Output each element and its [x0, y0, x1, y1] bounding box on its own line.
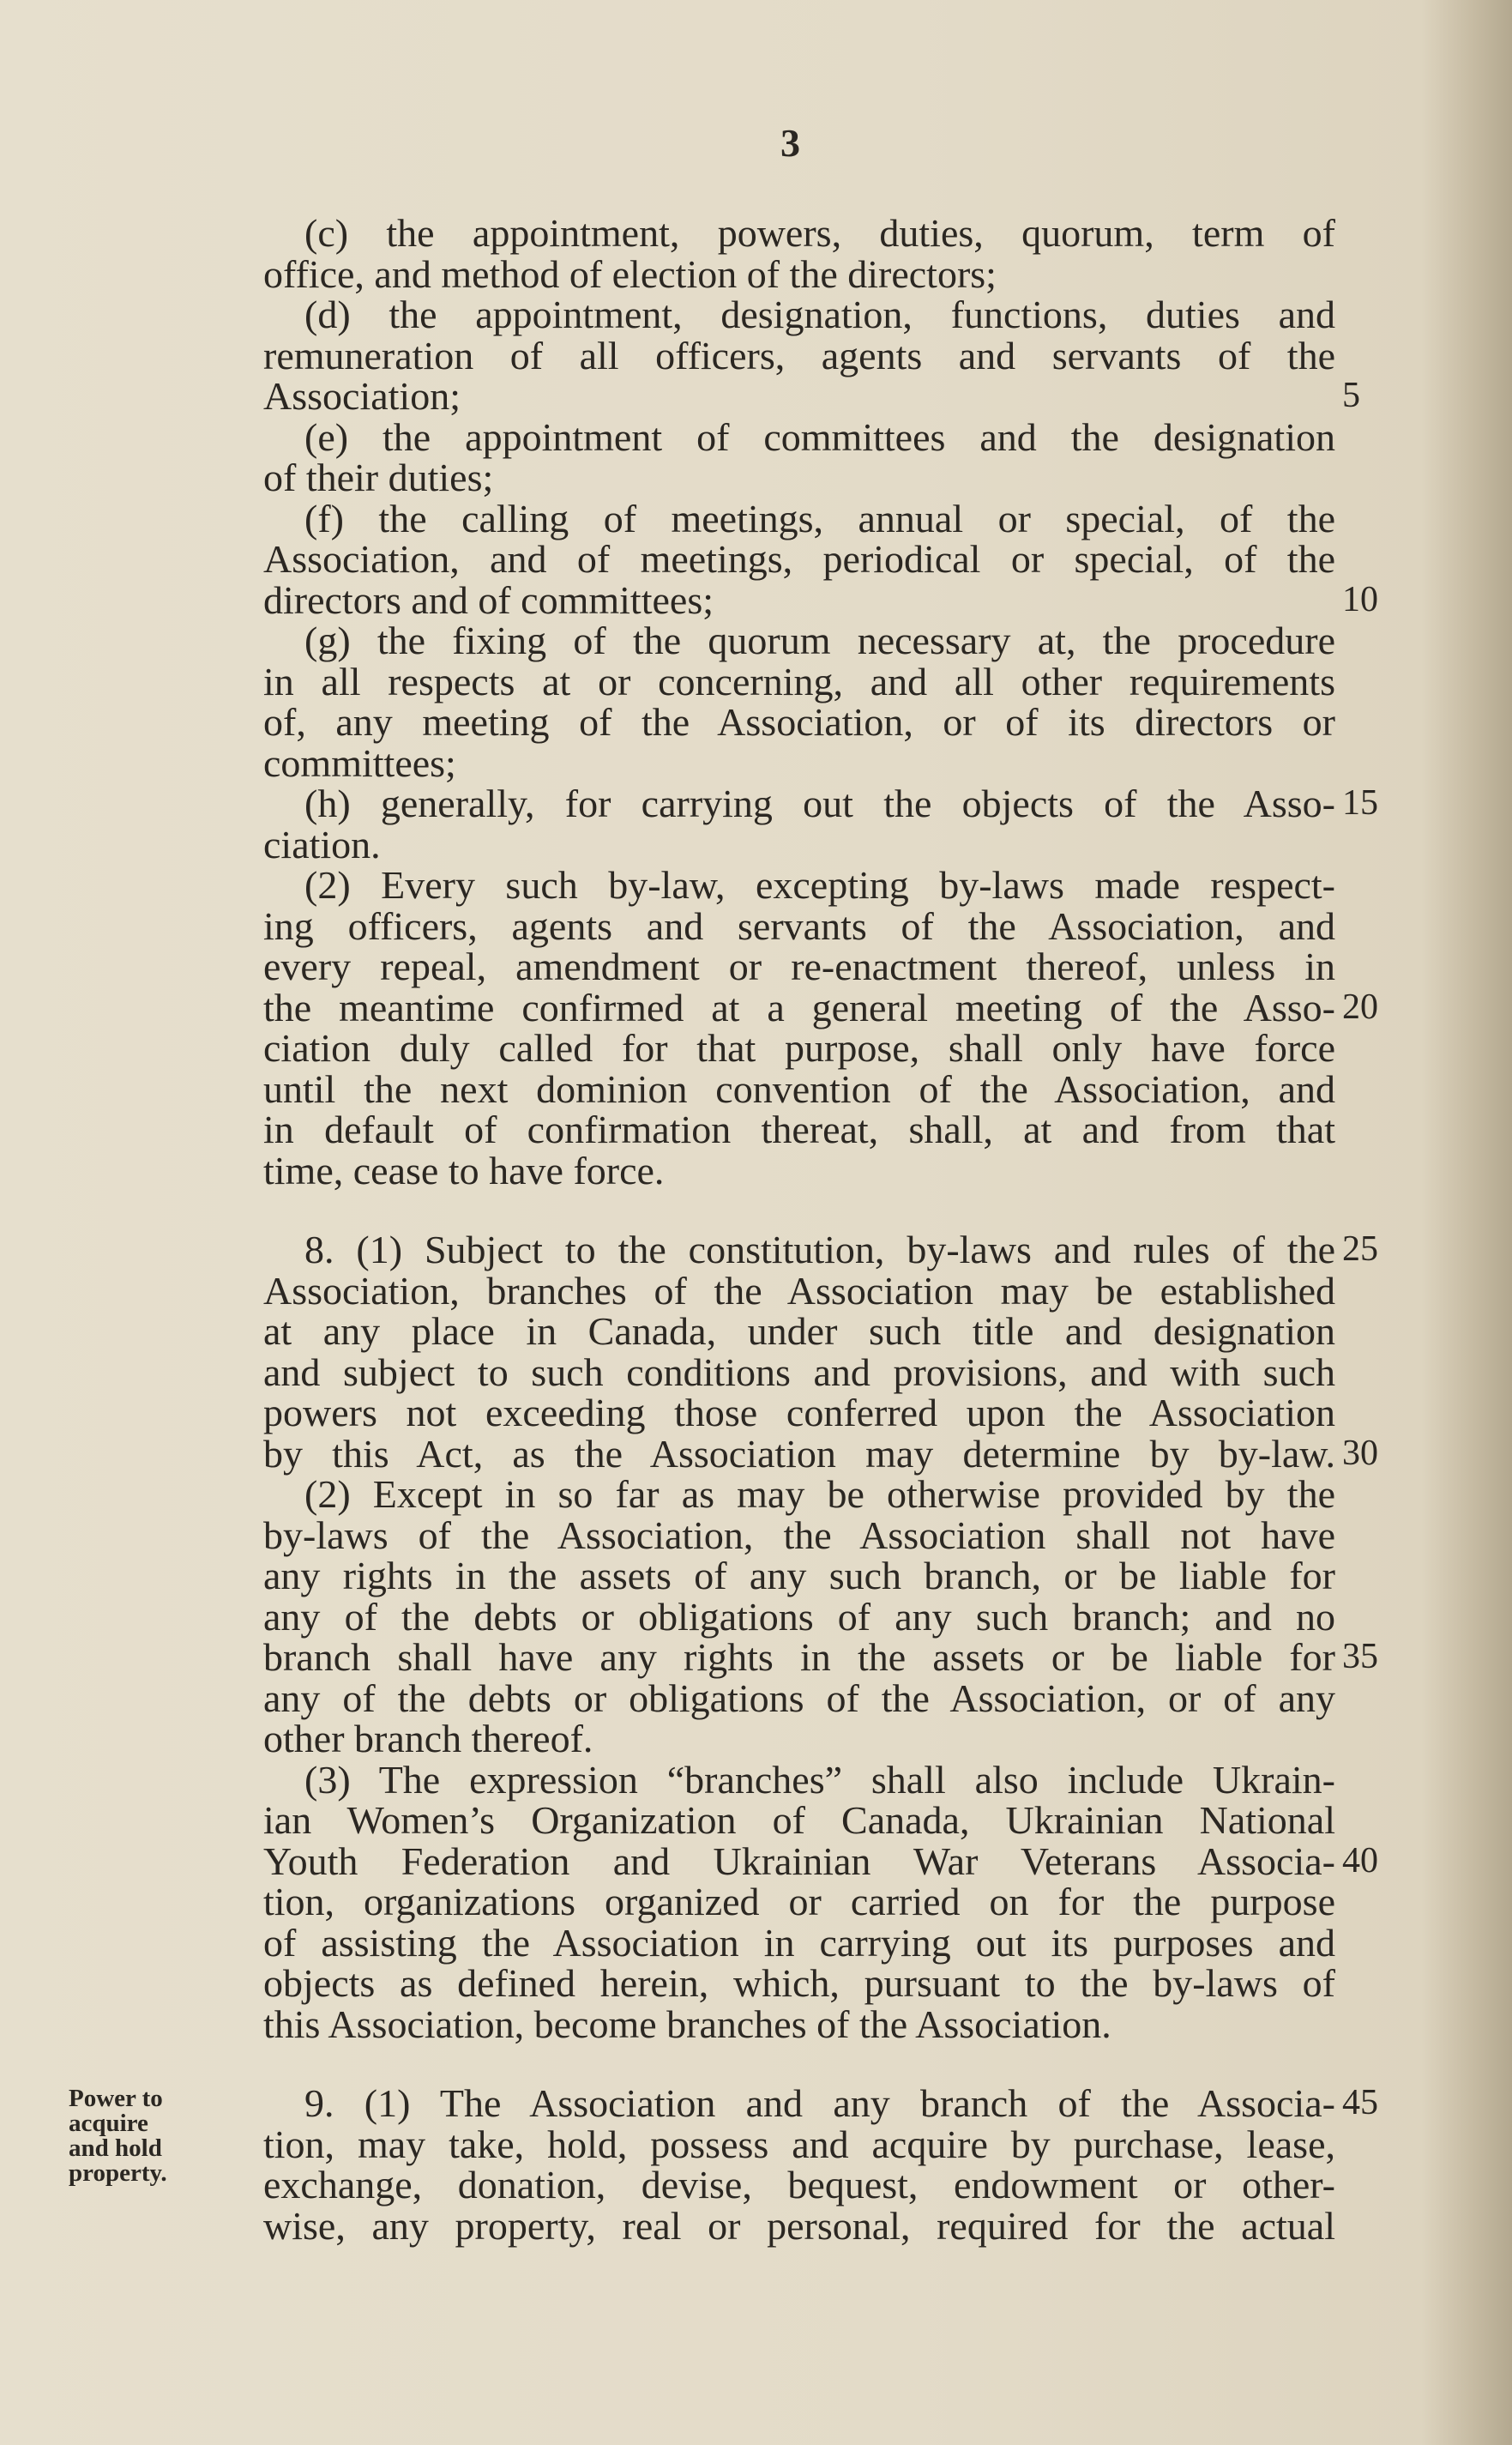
- text-line: powers not exceeding those conferred upon the Association: [263, 1391, 1335, 1434]
- text-line: 8. (1) Subject to the constitution, by-laws and rules of the: [304, 1228, 1335, 1271]
- text-line: ciation duly called for that purpose, shall only have force: [263, 1026, 1335, 1070]
- text-line: tion, organizations organized or carried on for the purpose: [263, 1880, 1335, 1923]
- line-number: 30: [1342, 1434, 1378, 1473]
- text-line: in default of confirmation thereat, shall, at and from that: [263, 1108, 1335, 1151]
- line-number: 5: [1342, 376, 1360, 415]
- marginal-note-line: Power to: [69, 2085, 163, 2112]
- text-line: (2) Except in so far as may be otherwise provided by the: [304, 1472, 1335, 1516]
- line-number: 20: [1342, 987, 1378, 1027]
- text-line: directors and of committees;: [263, 577, 714, 622]
- text-line: (2) Every such by-law, excepting by-laws made respect-: [304, 863, 1335, 907]
- line-number: 35: [1342, 1637, 1378, 1676]
- text-line: at any place in Canada, under such title and designation: [263, 1309, 1335, 1353]
- marginal-note-line: acquire: [69, 2110, 148, 2137]
- line-number: 40: [1342, 1841, 1378, 1881]
- text-line: Youth Federation and Ukrainian War Veterans Associa-: [263, 1838, 1335, 1883]
- text-line: objects as defined herein, which, pursuant to the by-laws of: [263, 1961, 1335, 2005]
- text-line: this Association, become branches of the Association.: [263, 2001, 1111, 2046]
- text-line: of their duties;: [263, 456, 494, 499]
- text-line: (c) the appointment, powers, duties, quorum, term of: [304, 211, 1335, 255]
- text-line: committees;: [263, 740, 456, 785]
- text-line: wise, any property, real or personal, required for the actual: [263, 2203, 1335, 2248]
- text-line: any of the debts or obligations of any such branch; and no: [263, 1594, 1335, 1639]
- text-line: time, cease to have force.: [263, 1148, 665, 1192]
- text-line: office, and method of election of the directors;: [263, 251, 997, 296]
- line-number: 10: [1342, 580, 1378, 619]
- text-line: and subject to such conditions and provisions, and with such: [263, 1349, 1335, 1394]
- text-line: (e) the appointment of committees and the designation: [304, 414, 1335, 459]
- text-line: by-laws of the Association, the Association shall not have: [263, 1512, 1335, 1557]
- text-line: of, any meeting of the Association, or of its directors or: [263, 700, 1335, 744]
- text-line: exchange, donation, devise, bequest, endowment or other-: [263, 2163, 1335, 2207]
- page-number: 3: [780, 121, 800, 165]
- body-text: [263, 213, 1335, 2246]
- text-line: until the next dominion convention of the Association, and: [263, 1066, 1335, 1111]
- text-line: (h) generally, for carrying out the objects of the Asso-: [304, 782, 1335, 825]
- text-line: the meantime confirmed at a general meeting of the Asso-: [263, 985, 1335, 1029]
- text-line: Association, branches of the Association may be established: [263, 1268, 1335, 1313]
- text-line: ing officers, agents and servants of the Association, and: [263, 903, 1335, 948]
- text-line: Association, and of meetings, periodical or special, of the: [263, 537, 1335, 581]
- text-line: ian Women’s Organization of Canada, Ukrainian National: [263, 1798, 1335, 1842]
- text-line: remuneration of all officers, agents and servants of the: [263, 333, 1335, 377]
- text-line: (g) the fixing of the quorum necessary at, the procedure: [304, 619, 1335, 662]
- line-number: 25: [1342, 1229, 1378, 1269]
- text-line: tion, may take, hold, possess and acquire by purchase, lease,: [263, 2122, 1335, 2166]
- text-line: in all respects at or concerning, and all other requirements: [263, 659, 1335, 703]
- text-line: of assisting the Association in carrying out its purposes and: [263, 1920, 1335, 1965]
- text-line: by this Act, as the Association may determine by by-law.: [263, 1431, 1335, 1476]
- text-line: other branch thereof.: [263, 1717, 593, 1760]
- text-line: 9. (1) The Association and any branch of the Associa-: [304, 2081, 1335, 2125]
- text-line: any of the debts or obligations of the Association, or of any: [263, 1675, 1335, 1720]
- text-line: (3) The expression “branches” shall also include Ukrain-: [304, 1757, 1335, 1802]
- text-line: any rights in the assets of any such branch, or be liable for: [263, 1554, 1335, 1597]
- marginal-note-line: and hold: [69, 2134, 162, 2162]
- text-line: Association;: [263, 374, 461, 418]
- text-line: (f) the calling of meetings, annual or special, of the: [304, 496, 1335, 540]
- marginal-note: [69, 2086, 214, 2186]
- text-line: branch shall have any rights in the assets or be liable for: [263, 1635, 1335, 1679]
- text-line: every repeal, amendment or re-enactment thereof, unless in: [263, 945, 1335, 988]
- line-number: 15: [1342, 783, 1378, 823]
- text-line: ciation.: [263, 822, 381, 866]
- text-line: (d) the appointment, designation, functions, duties and: [304, 293, 1335, 336]
- marginal-note-line: property.: [69, 2159, 167, 2187]
- line-number: 45: [1342, 2083, 1378, 2122]
